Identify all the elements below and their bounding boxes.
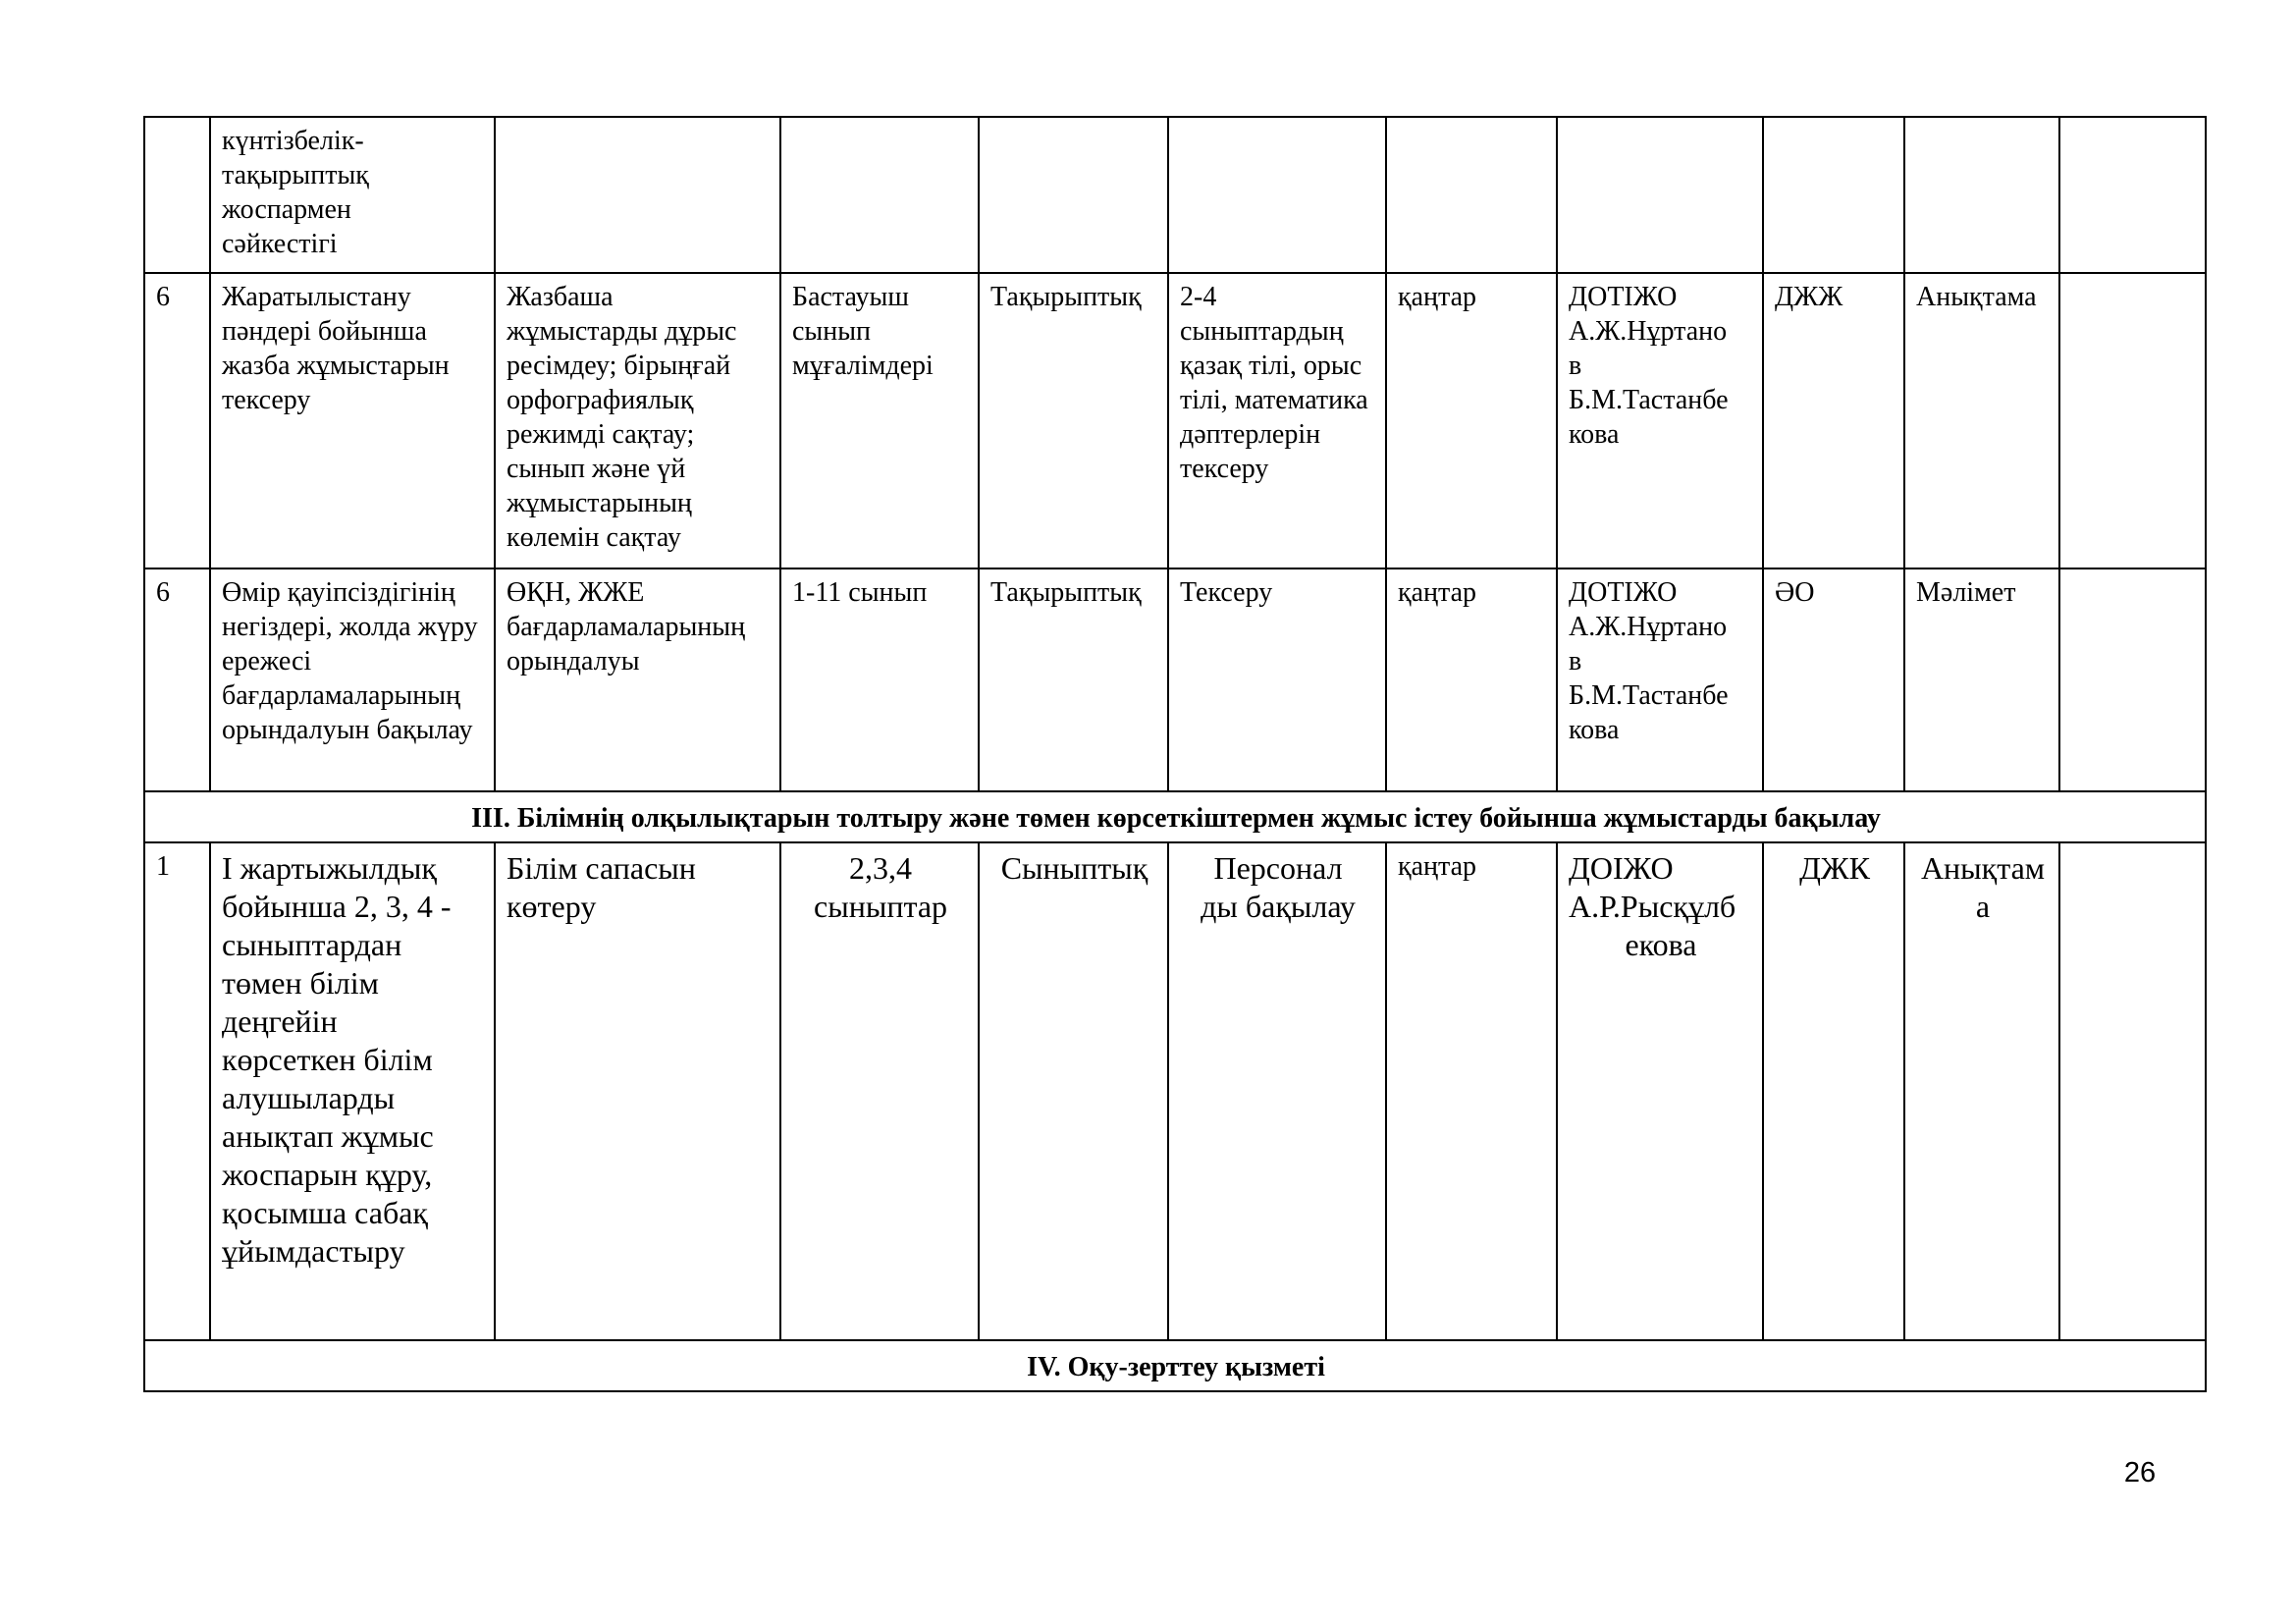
- cell-date: [1386, 117, 1557, 273]
- cell-responsible: ДОТІЖО А.Ж.Нұртано в Б.М.Тастанбе кова: [1557, 568, 1763, 791]
- cell-type: [979, 117, 1168, 273]
- cell-method: Тексеру: [1168, 568, 1386, 791]
- table-row-safety-check: [144, 568, 2206, 791]
- cell-note: [2059, 273, 2206, 568]
- cell-goal: ӨҚН, ЖЖЕ бағдарламаларының орындалуы: [495, 568, 780, 791]
- cell-object: 1-11 сынып: [780, 568, 979, 791]
- cell-num: 6: [144, 273, 210, 568]
- cell-topic: күнтізбелік- тақырыптық жоспармен сәйкестігі: [210, 117, 495, 273]
- cell-method: Персонал ды бақылау: [1168, 842, 1386, 1340]
- cell-goal: Білім сапасын көтеру: [495, 842, 780, 1340]
- cell-type: Сыныптық: [979, 842, 1168, 1340]
- cell-type: Тақырыптық: [979, 568, 1168, 791]
- cell-method: 2-4 сыныптардың қазақ тілі, орыс тілі, математика дәптерлерін тексеру: [1168, 273, 1386, 568]
- section-3-title: III. Білімнің олқылықтарын толтыру және төмен көрсеткіштермен жұмыс істеу бойынша жұмыстарды бақылау: [144, 791, 2206, 842]
- cell-responsible: [1557, 117, 1763, 273]
- cell-object: 2,3,4 сыныптар: [780, 842, 979, 1340]
- cell-review: ӘО: [1763, 568, 1904, 791]
- cell-method: [1168, 117, 1386, 273]
- section-header-row: [144, 791, 2206, 842]
- cell-date: қаңтар: [1386, 273, 1557, 568]
- table-row-writing-check: [144, 273, 2206, 568]
- cell-responsible: ДОТІЖО А.Ж.Нұртано в Б.М.Тастанбе кова: [1557, 273, 1763, 568]
- cell-topic: Өмір қауіпсіздігінің негіздері, жолда жүру ережесі бағдарламаларының орындалуын бақылау: [210, 568, 495, 791]
- cell-num: 1: [144, 842, 210, 1340]
- cell-result: Анықтама: [1904, 273, 2059, 568]
- cell-num: [144, 117, 210, 273]
- cell-topic: І жартыжылдық бойынша 2, 3, 4 - сыныптардан төмен білім деңгейін көрсеткен білім алушыларды анықтап жұмыс жоспарын құру, қосымша сабақ ұйымдастыру: [210, 842, 495, 1340]
- section-4-title: IV. Оқу-зерттеу қызметі: [144, 1340, 2206, 1391]
- table-row-continuation: [144, 117, 2206, 273]
- table-row-low-level-students: [144, 842, 2206, 1340]
- cell-goal: Жазбаша жұмыстарды дұрыс ресімдеу; бірыңғай орфографиялық режимді сақтау; сынып және үй жұмыстарының көлемін сақтау: [495, 273, 780, 568]
- cell-note: [2059, 568, 2206, 791]
- cell-review: ДЖК: [1763, 842, 1904, 1340]
- cell-result: Анықтам а: [1904, 842, 2059, 1340]
- cell-object: [780, 117, 979, 273]
- cell-result: [1904, 117, 2059, 273]
- cell-goal: [495, 117, 780, 273]
- cell-review: ДЖЖ: [1763, 273, 1904, 568]
- page-number: 26: [2123, 1457, 2157, 1489]
- cell-responsible: ДОІЖО А.Р.Рысқұлб екова: [1557, 842, 1763, 1340]
- cell-result: Мәлімет: [1904, 568, 2059, 791]
- cell-object: Бастауыш сынып мұғалімдері: [780, 273, 979, 568]
- control-plan-table: [143, 116, 2207, 1392]
- cell-type: Тақырыптық: [979, 273, 1168, 568]
- cell-note: [2059, 117, 2206, 273]
- cell-note: [2059, 842, 2206, 1340]
- cell-topic: Жаратылыстану пәндері бойынша жазба жұмыстарын тексеру: [210, 273, 495, 568]
- cell-date: қаңтар: [1386, 842, 1557, 1340]
- section-header-row: [144, 1340, 2206, 1391]
- cell-num: 6: [144, 568, 210, 791]
- cell-review: [1763, 117, 1904, 273]
- cell-date: қаңтар: [1386, 568, 1557, 791]
